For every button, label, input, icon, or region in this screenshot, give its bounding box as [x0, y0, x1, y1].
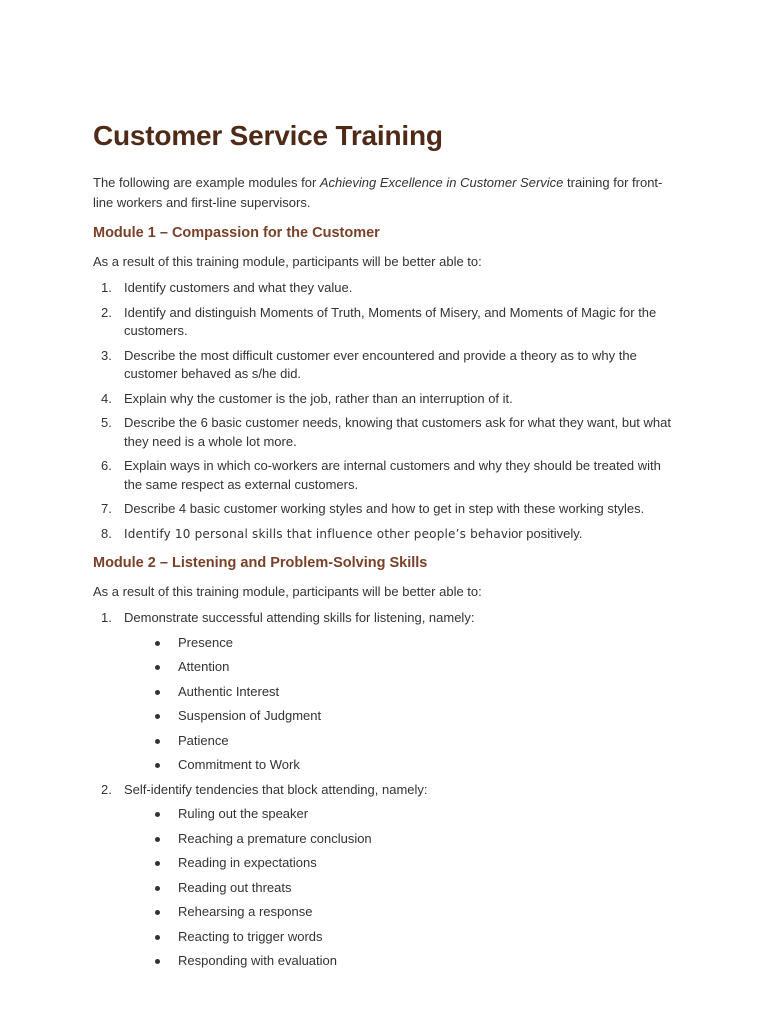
item-text: Explain why the customer is the job, rather than an interruption of it.: [124, 390, 513, 406]
item-number: 4.: [101, 390, 112, 406]
bullet-icon: [155, 665, 160, 670]
item-number: 5.: [101, 415, 112, 430]
bullet-item: [124, 854, 673, 873]
item-number: 2.: [101, 781, 112, 797]
bullet-text: Attention: [178, 659, 230, 674]
bullet-text: Reading out threats: [178, 879, 292, 895]
bullet-text: Commitment to Work: [178, 757, 300, 772]
bullet-text: Patience: [178, 732, 229, 748]
bullet-icon: [155, 910, 160, 915]
document-content: [93, 118, 673, 977]
item-number: 2.: [101, 304, 112, 320]
item-text: Describe the 6 basic customer needs, knowing that customers ask for what they want, but what they need is a whole lot more.: [124, 415, 671, 449]
item-number: 8.: [101, 525, 112, 541]
item-number: 3.: [101, 347, 112, 363]
bullet-item: [124, 903, 673, 922]
bullet-item: [124, 683, 673, 702]
item-text-part-b: ior positively.: [508, 525, 583, 541]
bullet-text: Suspension of Judgment: [178, 708, 322, 723]
bullet-icon: [155, 739, 160, 744]
module-2-lead: As a result of this training module, participants will be better able to:: [93, 584, 482, 599]
attending-skills-list: [124, 634, 673, 775]
bullet-icon: [155, 812, 160, 817]
bullet-text: Authentic Interest: [178, 683, 280, 699]
list-item: [93, 347, 673, 384]
list-item: [93, 609, 673, 775]
list-item: [93, 279, 673, 298]
item-text: Explain ways in which co-workers are internal customers and why they should be treated with the same respect as external customers.: [124, 458, 661, 492]
bullet-icon: [155, 641, 160, 646]
item-text: Identify customers and what they value.: [124, 280, 353, 295]
module-1-objectives: [93, 279, 673, 543]
bullet-icon: [155, 714, 160, 719]
item-number: 1.: [101, 610, 112, 625]
bullet-icon: [155, 886, 160, 891]
list-item: [93, 500, 673, 519]
bullet-icon: [155, 763, 160, 768]
intro-paragraph: [93, 173, 673, 213]
item-number: 1.: [101, 280, 112, 295]
bullet-text: Reading in expectations: [178, 855, 317, 870]
module-1-lead: As a result of this training module, participants will be better able to:: [93, 254, 482, 269]
bullet-item: [124, 952, 673, 971]
module-2-objectives: [93, 609, 673, 971]
page-title: Customer Service Training: [93, 120, 443, 151]
blocking-tendencies-list: [124, 805, 673, 971]
bullet-text: Reacting to trigger words: [178, 928, 323, 944]
item-text: Demonstrate successful attending skills for listening, namely:: [124, 610, 475, 625]
intro-emphasis: Achieving Excellence in Customer Service: [319, 175, 564, 190]
item-text: Describe 4 basic customer working styles and how to get in step with these working styles.: [124, 501, 645, 516]
list-item: [93, 457, 673, 494]
bullet-item: [124, 707, 673, 726]
item-text: Describe the most difficult customer ever encountered and provide a theory as to why the customer behaved as s/he did.: [124, 347, 637, 381]
bullet-item: [124, 732, 673, 751]
intro-text-after: training for front-line workers and first-line supervisors.: [93, 175, 663, 210]
bullet-item: [124, 879, 673, 898]
list-item: [93, 525, 673, 544]
bullet-icon: [155, 935, 160, 940]
bullet-text: Responding with evaluation: [178, 953, 337, 968]
item-text: Identify and distinguish Moments of Truth, Moments of Misery, and Moments of Magic for the customers.: [124, 304, 657, 338]
bullet-text: Ruling out the speaker: [178, 806, 309, 821]
module-1-heading: Module 1 – Compassion for the Customer: [93, 225, 380, 241]
bullet-text: Reaching a premature conclusion: [178, 830, 372, 846]
item-number: 6.: [101, 458, 112, 473]
bullet-item: [124, 805, 673, 824]
list-item: [93, 414, 673, 451]
list-item: [93, 781, 673, 971]
module-2-heading: Module 2 – Listening and Problem-Solving Skills: [93, 555, 428, 571]
bullet-icon: [155, 837, 160, 842]
item-text: Self-identify tendencies that block attending, namely:: [124, 781, 428, 797]
bullet-icon: [155, 690, 160, 695]
bullet-text: Presence: [178, 634, 233, 650]
bullet-item: [124, 928, 673, 947]
bullet-item: [124, 634, 673, 653]
bullet-icon: [155, 861, 160, 866]
bullet-text: Rehearsing a response: [178, 904, 313, 919]
bullet-item: [124, 756, 673, 775]
intro-text-before: The following are example modules for: [93, 175, 320, 190]
bullet-icon: [155, 959, 160, 964]
item-number: 7.: [101, 501, 112, 516]
list-item: [93, 390, 673, 409]
bullet-item: [124, 830, 673, 849]
bullet-item: [124, 658, 673, 677]
item-text-part-a: Identify 10 personal skills that influence other people’s behav: [124, 526, 509, 541]
list-item: [93, 304, 673, 341]
